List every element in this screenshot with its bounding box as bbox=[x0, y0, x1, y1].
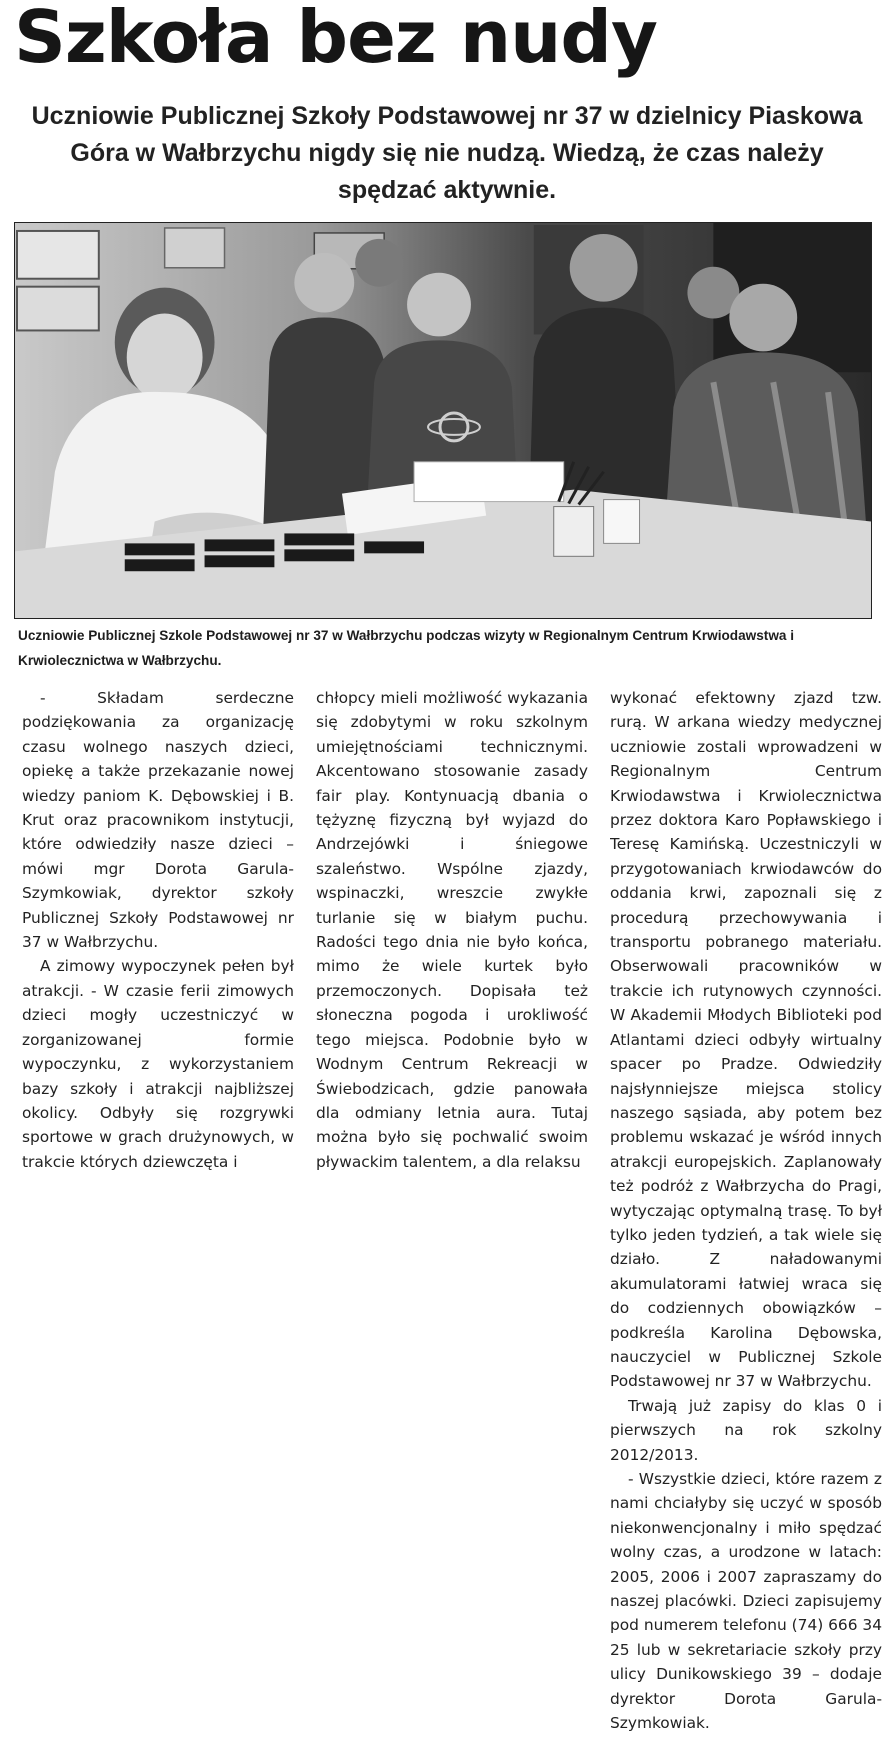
column-3-paragraph: - Wszystkie dzieci, które razem z nami chciałyby się uczyć w sposób niekonwencjonalny i miło spędzać wolny czas, a urodzone w latach: 2005, 2006 i 2007 zapraszamy do naszej placówki. Dzieci zapisujemy pod numerem telefonu (74) 666 34 25 lub w sekretariacie szkoły przy ulicy Dunikowskiego 39 – dodaje dyrektor Dorota Garula-Szymkowiak. bbox=[610, 1470, 882, 1733]
column-3-paragraph: wykonać efektowny zjazd tzw. rurą. W arkana wiedzy medycznej uczniowie zostali wprowadzeni w Regionalnym Centrum Krwiodawstwa i Krwiolecznictwa przez doktora Karo Popławskiego i Teresę Kamińską. Uczestniczyli w przygotowaniach krwiodawców do oddania krwi, zapoznali się z procedurą przechowywania i transportu pobranego materiału. Obserwowali pracowników w trakcie ich rutynowych czynności. W Akademii Młodych Biblioteki pod Atlantami dzieci odbyły wirtualny spacer po Pradze. Odwiedziły najsłynniejsze miejsca stolicy naszego sąsiada, aby potem bez problemu wskazać je wśród innych atrakcji europejskich. Zaplanowały też podróż z Wałbrzycha do Pragi, wytyczając optymalną trasę. To był tylko jeden tydzień, a tak wiele się działo. Z naładowanymi akumulatorami łatwiej wraca się do codziennych obowiązków – podkreśla Karolina Dębowska, nauczyciel w Publicznej Szkole Podstawowej nr 37 w Wałbrzychu. bbox=[610, 689, 882, 1391]
article-lead: Uczniowie Publicznej Szkoły Podstawowej nr 37 w dzielnicy Piaskowa Góra w Wałbrzychu nigdy się nie nudzą. Wiedzą, że czas należy spędzać aktywnie. bbox=[31, 102, 863, 204]
article-column-2 bbox=[316, 686, 588, 1748]
article-headline: Szkoła bez nudy bbox=[14, 0, 657, 79]
article-column-3 bbox=[610, 686, 882, 1748]
photo-caption: Uczniowie Publicznej Szkole Podstawowej nr 37 w Wałbrzychu podczas wizyty w Regionalnym Centrum Krwiodawstwa i Krwiolecznictwa w Wałbrzychu. bbox=[18, 628, 795, 668]
article-column-1 bbox=[22, 686, 294, 1748]
article-body bbox=[22, 686, 882, 1748]
column-2-paragraph: chłopcy mieli możliwość wykazania się zdobytymi w roku szkolnym umiejętnościami technicznymi. Akcentowano stosowanie zasady fair play. Kontynuacją dbania o tężyznę fizyczną był wyjazd do Andrzejówki i śniegowe szaleństwo. Wspólne zjazdy, wspinaczki, wreszcie zwykłe turlanie się w białym puchu. Radości tego dnia nie było końca, mimo że wiele kurtek było przemoczonych. Dopisała też słoneczna pogoda i urokliwość tego miejsca. Podobnie było w Wodnym Centrum Rekreacji w Świebodzicach, gdzie panowała dla odmiany letnia aura. Tutaj można było się pochwalić swoim pływackim talentem, a dla relaksu bbox=[316, 689, 588, 1171]
photo-image bbox=[15, 223, 871, 618]
column-1-paragraph: - Składam serdeczne podziękowania za organizację czasu wolnego naszych dzieci, opiekę a także przekazanie nowej wiedzy paniom K. Dębowskiej i B. Krut oraz pracownikom instytucji, które odwiedziły nasze dzieci – mówi mgr Dorota Garula-Szymkowiak, dyrektor szkoły Publicznej Szkoły Podstawowej nr 37 w Wałbrzychu. bbox=[22, 689, 294, 952]
column-3-paragraph: Trwają już zapisy do klas 0 i pierwszych na rok szkolny 2012/2013. bbox=[610, 1396, 882, 1464]
article-photo bbox=[14, 222, 872, 619]
column-1-paragraph: A zimowy wypoczynek pełen był atrakcji. - W czasie ferii zimowych dzieci mogły uczestniczyć w zorganizowanej formie wypoczynku, z wykorzystaniem bazy szkoły i atrakcji najbliższej okolicy. Odbyły się rozgrywki sportowe w grach drużynowych, w trakcie których dziewczęta i bbox=[22, 957, 294, 1171]
